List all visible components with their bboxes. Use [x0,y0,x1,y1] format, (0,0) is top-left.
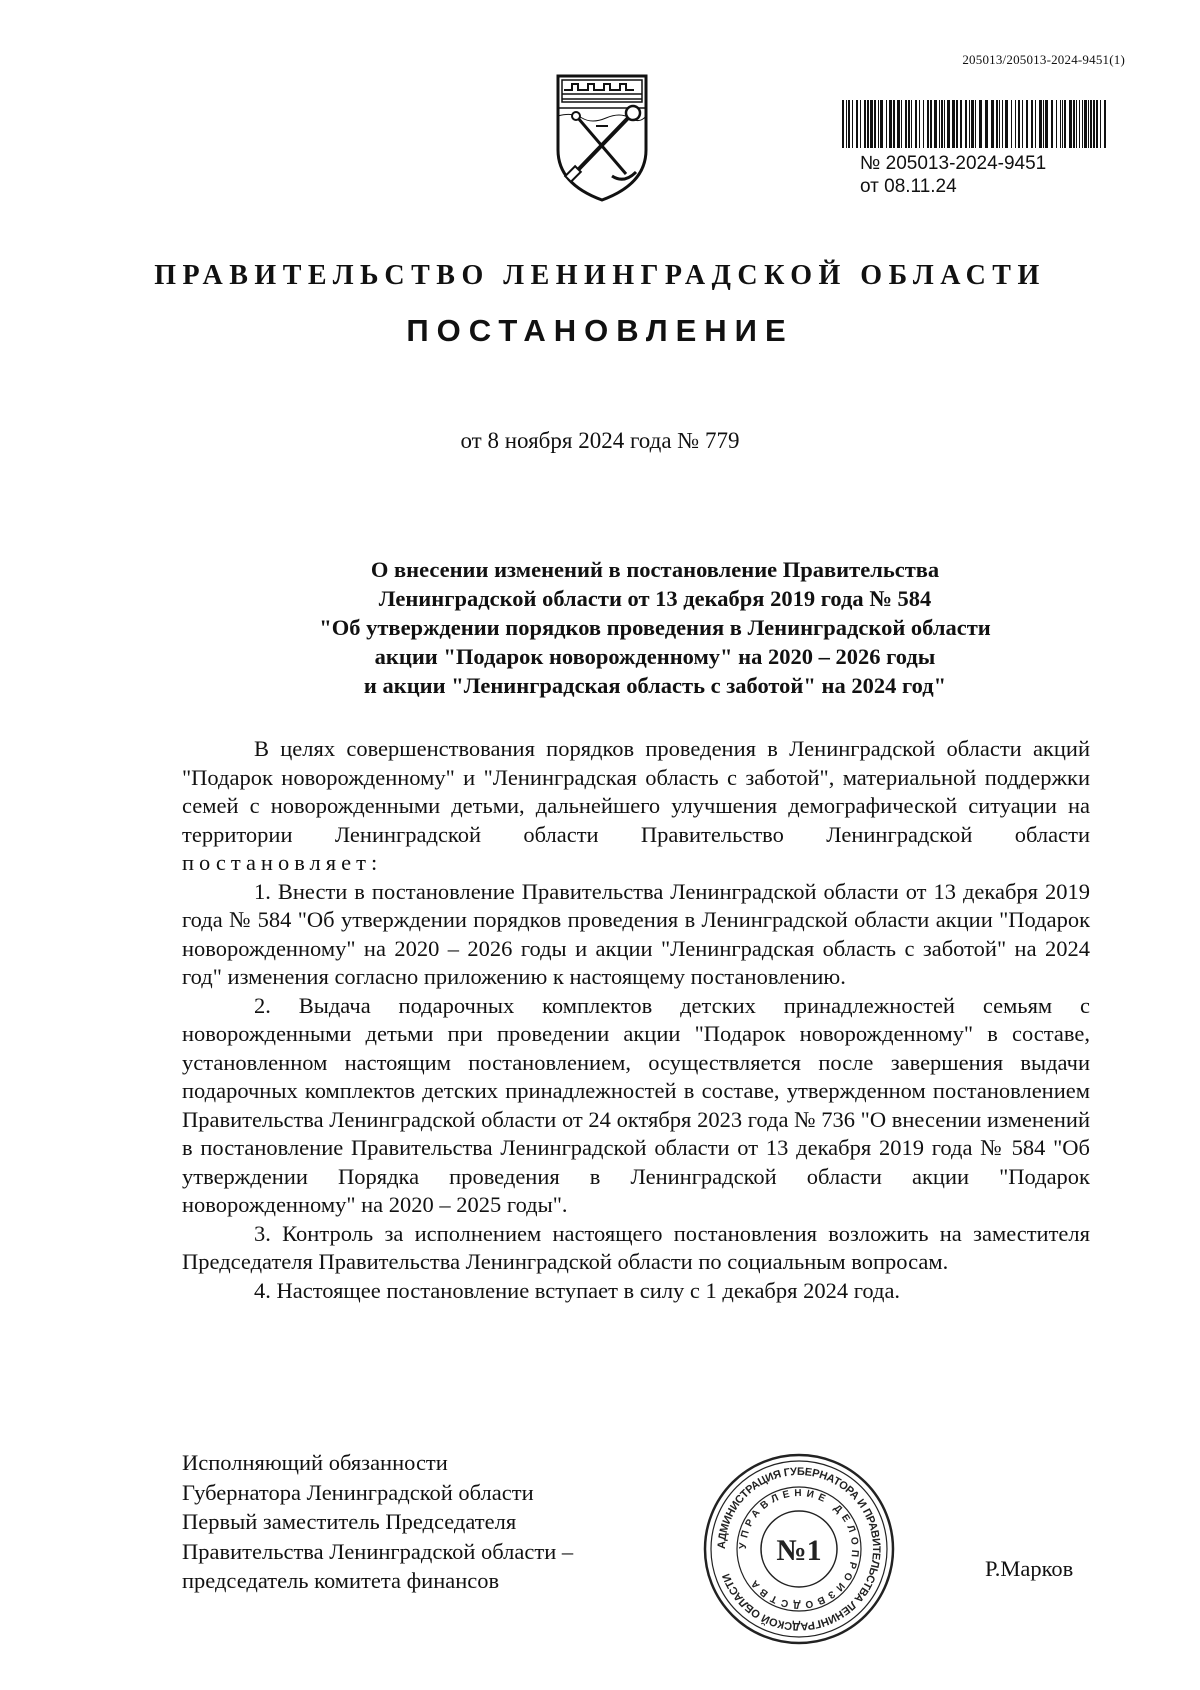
seal-number: №1 [776,1534,822,1567]
barcode-bar [908,100,910,148]
barcode-bar [1073,100,1075,148]
barcode-bar [1018,100,1020,148]
document-id: 205013/205013-2024-9451(1) [962,52,1125,67]
barcode-bar [991,100,994,148]
barcode-bar [870,100,873,148]
barcode-bar [1015,100,1016,148]
barcode-bar [867,100,869,148]
barcode-bar [878,100,879,148]
barcode-bar [889,100,892,148]
barcode-bar [1060,100,1061,148]
barcode-bar [1039,100,1042,148]
barcode-bar [1076,100,1077,148]
barcode-bar [1002,100,1003,148]
barcode-bar [956,100,958,148]
barcode-bar [1022,100,1023,148]
barcode-bar [934,100,937,148]
barcode-bar [969,100,970,148]
decree-date-number: от 8 ноября 2024 года № 779 [460,428,740,453]
barcode-bar [842,100,844,148]
decree-title-line: "Об утверждении порядков проведения в Ленинградской области [319,615,991,640]
barcode-bar [852,100,853,148]
barcode-bar [1082,100,1083,148]
item-paragraph: 1. Внести в постановление Правительства Ленинградской области от 13 декабря 2019 года № 584 "Об утверждении порядков проведения в Ленинградской области акции "Подарок новорожденному" на 2020 – 2026 годы и акции "Ленинградская область с заботой" на 2024 год" изменения согласно приложению к настоящему постановлению. [182,878,1090,989]
decree-title-line: акции "Подарок новорожденному" на 2020 – 2026 годы [374,644,936,669]
registration-date: от 08.11.24 [860,176,957,197]
signatory-position-line: Правительства Ленинградской области – [182,1538,574,1564]
barcode-bar [905,100,907,148]
barcode-bar [1045,100,1048,148]
barcode-bar [893,100,895,148]
barcode-bar [848,100,850,148]
signatory-position-line: Губернатора Ленинградской области [182,1479,534,1505]
barcode-bar [927,100,929,148]
barcode-bar [1084,100,1087,148]
barcode-bar [919,100,920,148]
barcode-bar [971,100,974,148]
seal-ring-text: АДМИНИСТРАЦИЯ ГУБЕРНАТОРА И ПРАВИТЕЛЬСТВА ЛЕНИНГРАДСКОЙ ОБЛАСТИ [715,1465,883,1633]
barcode-bar [975,100,976,148]
government-heading: ПРАВИТЕЛЬСТВО ЛЕНИНГРАДСКОЙ ОБЛАСТИ [154,260,1046,291]
barcode-bar [939,100,940,148]
item-paragraph: 2. Выдача подарочных комплектов детских принадлежностей семьям с новорожденными детьми при проведении акции "Подарок новорожденному" в составе, установленном настоящим постановлением, осуществляется после завершения выдачи подарочных комплектов детских принадлежностей в составе, утвержденном постановлением Правительства Ленинградской области от 24 октября 2023 года № 736 "О внесении изменений в постановление Правительства Ленинградской области от 13 декабря 2019 года № 584 "Об утверждении Порядка проведения в Ленинградской области акции "Подарок новорожденному" на 2020 – 2025 годы". [182,992,1090,1217]
barcode-bar [1035,100,1036,148]
barcode-bar [965,100,967,148]
item-paragraph: 4. Настоящее постановление вступает в силу с 1 декабря 2024 года. [254,1277,901,1303]
preamble-text: В целях совершенствования порядков проведения в Ленинградской области акций "Подарок новорожденному" и "Ленинградская область с заботой", материальной поддержки семей с новорожденными детьми, дальнейшего улучшения демографической ситуации на территории Ленинградской области Правительство Ленинградской области [182,736,1090,847]
barcode-bar [1088,100,1089,148]
barcode-bar [897,100,900,148]
signatory-position-line: Исполняющий обязанности [182,1450,448,1475]
barcode-bar [930,100,932,148]
coat-of-arms-emblem [552,72,652,204]
registration-stamp [860,152,1046,198]
decision-word: постановляет: [182,850,383,875]
barcode-bar [1079,100,1080,148]
signatory-position-line: председатель комитета финансов [182,1568,500,1593]
signer-name: Р.Марков [985,1556,1074,1581]
barcode-bar [856,100,858,148]
barcode-bar [999,100,1000,148]
barcode-bar [1005,100,1008,148]
decree-title [280,555,1030,700]
signatory-position [182,1448,573,1596]
barcode-bar [1031,100,1033,148]
barcode-bar [1051,100,1053,148]
barcode-bar [996,100,998,148]
barcode-bar [860,100,861,148]
barcode-bar [1090,100,1092,148]
barcode-bar [874,100,876,148]
barcode-bar [941,100,943,148]
registration-number: № 205013-2024-9451 [860,153,1047,174]
barcode-bar [901,100,902,148]
seal-inner-text: УПРАВЛЕНИЕ ДЕЛОПРОИЗВОДСТВА [737,1487,861,1611]
barcode-bar [1026,100,1028,148]
barcode-bar [886,100,887,148]
barcode-bar [846,100,847,148]
barcode-bar [985,100,988,148]
barcode-bar [960,100,962,148]
barcode-bar [911,100,912,148]
barcode-bar [947,100,950,148]
barcode-bar [1096,100,1098,148]
barcode-bar [1093,100,1095,148]
barcode-bar [915,100,917,148]
barcode-bar [1011,100,1012,148]
barcode-bar [1069,100,1072,148]
barcode-bar [1043,100,1044,148]
item-paragraph: 3. Контроль за исполнением настоящего постановления возложить на заместителя Председателя Правительства Ленинградской области по социальным вопросам. [182,1220,1090,1274]
official-seal-stamp [702,1452,896,1646]
decree-body [182,735,1090,1305]
barcode-bar [880,100,883,148]
document-type-heading: ПОСТАНОВЛЕНИЕ [406,313,794,348]
decree-title-line: О внесении изменений в постановление Правительства [370,557,940,582]
signatory-position-line: Первый заместитель Председателя [182,1509,517,1534]
decree-title-line: и акции "Ленинградская область с заботой" на 2024 год" [363,673,947,698]
barcode-bar [923,100,924,148]
barcode-bar [864,100,866,148]
barcode [840,100,1112,148]
barcode-bar [944,100,945,148]
decree-title-line: Ленинградской области от 13 декабря 2019 года № 584 [378,586,932,611]
barcode-bar [1062,100,1063,148]
barcode-bar [1064,100,1066,148]
barcode-bar [1104,100,1106,148]
barcode-bar [1100,100,1101,148]
preamble-paragraph [182,735,1090,878]
barcode-bar [952,100,955,148]
barcode-bar [979,100,982,148]
barcode-bar [1056,100,1057,148]
